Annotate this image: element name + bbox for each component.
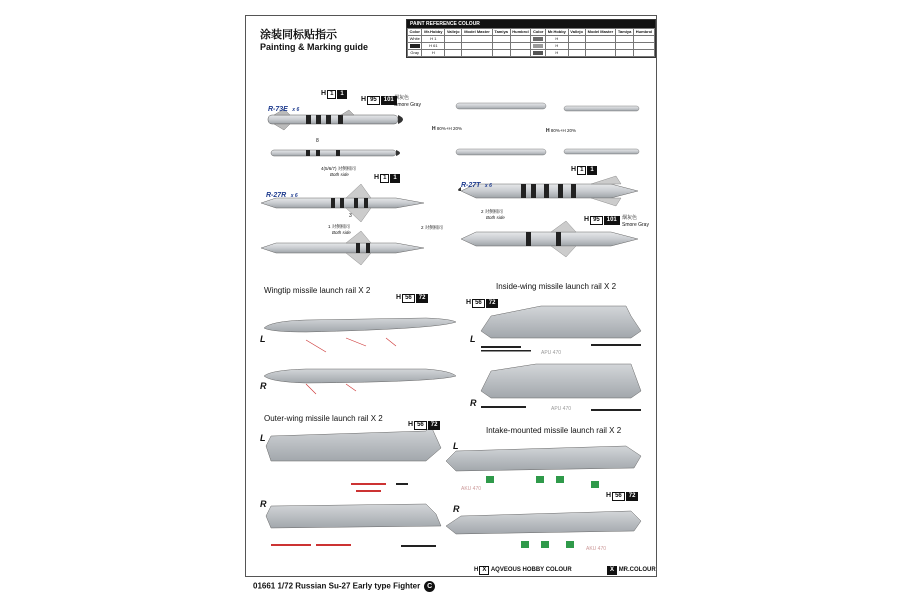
inside-wing-rail-right [481, 364, 641, 411]
aqueous-box: X [479, 566, 489, 575]
header-cell: Vallejo [445, 29, 462, 36]
r27r-number-3: 3 [349, 213, 352, 219]
r27r-name: R-27R [266, 192, 287, 199]
smoke-gray-en-2: Smore Gray [622, 222, 649, 228]
outer-left-label: L [260, 433, 266, 443]
missile-drawings [246, 16, 656, 576]
intake-rail-right [446, 511, 641, 548]
mr-label: MR.COLOUR [618, 567, 656, 573]
h-letter: H [432, 126, 436, 132]
r27r-missile-side [261, 231, 424, 265]
intake-h56-code [606, 492, 638, 501]
r27r-h1-code [374, 174, 400, 183]
r27t-label [461, 174, 492, 192]
r73-number-8: 8 [316, 138, 319, 144]
title-english: Painting & Marking guide [260, 42, 369, 52]
smoke-gray-en: Smore Gray [394, 102, 421, 108]
header-cell: Model Master [462, 29, 493, 36]
r73-h1-code [321, 90, 347, 99]
pct-20: 20% [453, 126, 463, 131]
smoke-gray-zh: 烟灰色 [394, 95, 410, 101]
h-letter: H [546, 128, 550, 134]
mr-box: X [607, 566, 617, 575]
inside-wing-rail-left [481, 306, 641, 352]
r27t-both-side: Both side [486, 215, 505, 220]
pct-20: 20% [567, 128, 577, 133]
inside-wing-rail-title: Inside-wing missile launch rail X 2 [496, 282, 617, 291]
inside-h56-code [466, 299, 498, 308]
h-letter: H [408, 421, 414, 428]
r27t-quantity: x 6 [484, 183, 492, 189]
header-cell: Model Master [585, 29, 616, 36]
header-cell: Color [532, 29, 544, 34]
outer-wing-rail-left [266, 426, 441, 492]
header-cell: Color [409, 29, 420, 34]
outer-h56-code [408, 421, 440, 430]
h72-box: 72 [626, 492, 639, 501]
table-cell: H [545, 36, 568, 43]
header-cell: Tamiya [616, 29, 634, 36]
h56-box: 56 [402, 294, 415, 303]
table-cell: H 1 [422, 36, 445, 43]
outer-right-label: R [260, 499, 267, 509]
wingtip-h56-code [396, 294, 428, 303]
wingtip-rail-left [264, 318, 456, 352]
aku-marking-2: AKU 470 [586, 546, 607, 552]
note-4567: 4(5/6/7) 対侧相同 [321, 166, 356, 171]
r27t-h95-code [584, 216, 620, 225]
header-cell: Vallejo [568, 29, 585, 36]
aku-marking-1: AKU 470 [461, 486, 482, 492]
table-cell: H 61 [422, 43, 445, 50]
mr-colour-legend [606, 566, 656, 575]
intake-left-label: L [453, 441, 459, 451]
header-cell: Humbrol [510, 29, 531, 36]
h-letter: H [374, 174, 380, 181]
page-letter-badge: C [424, 581, 435, 592]
h72-box: 72 [486, 299, 499, 308]
table-cell: White [408, 36, 422, 43]
r73-label [268, 98, 299, 116]
r27t-name: R-27T [461, 182, 481, 189]
both-side-note: Both side [330, 172, 349, 177]
h1-box: 1 [577, 166, 586, 175]
header-cell: Humbrol [634, 29, 655, 36]
h1-box: 1 [380, 174, 389, 183]
inside-right-label: R [470, 398, 477, 408]
h56-box: 56 [612, 492, 625, 501]
h1-box-dark: 1 [587, 166, 596, 175]
h1-box-dark: 1 [337, 90, 346, 99]
r73-missile-side [271, 150, 400, 156]
r27r-quantity: x 6 [290, 193, 298, 199]
outer-wing-rail-right [266, 504, 441, 547]
title-chinese: 涂装同标贴指示 [260, 28, 337, 41]
h72-box: 72 [428, 421, 441, 430]
note-2: 2 对侧相同 [421, 225, 443, 230]
outer-wing-rail-title: Outer-wing missile launch rail X 2 [264, 414, 383, 423]
table-cell: H [545, 43, 568, 50]
h-letter: H [361, 96, 367, 103]
h72-box: 72 [416, 294, 429, 303]
aqueous-legend [474, 566, 572, 575]
intake-right-label: R [453, 504, 460, 514]
h1-box-dark: 1 [390, 174, 399, 183]
smoke-gray-zh-2: 烟灰色 [622, 215, 638, 221]
table-cell: H [422, 50, 445, 57]
h-letter: H [321, 90, 327, 97]
pct-left [432, 126, 462, 132]
r27t-missile-side [461, 221, 638, 257]
h95-box: 95 [590, 216, 603, 225]
pct-right [546, 128, 576, 134]
r27t-note-2: 2 对侧相同 [481, 209, 503, 214]
h95-box: 95 [367, 96, 380, 105]
r73-name: R-73E [268, 106, 288, 113]
r27r-label [266, 184, 298, 202]
table-cell: Gray [408, 50, 422, 57]
footer-text: 01661 1/72 Russian Su-27 Early type Fighter [253, 581, 421, 591]
both-side-note-2: Both side [332, 230, 351, 235]
h-letter: H [571, 166, 577, 173]
wingtip-right-label: R [260, 381, 267, 391]
footer-caption [253, 581, 435, 592]
pct-80: 80%+H [550, 128, 566, 133]
instruction-sheet [245, 15, 657, 577]
h-letter: H [466, 299, 472, 306]
header-cell: Tamiya [492, 29, 510, 36]
h1-box: 1 [327, 90, 336, 99]
apu-marking-2: APU 470 [551, 406, 572, 412]
intake-rail-title: Intake-mounted missile launch rail X 2 [486, 426, 622, 435]
h101-box: 101 [604, 216, 620, 225]
intake-rail-left [446, 446, 641, 488]
r27t-h1-code [571, 166, 597, 175]
note-1: 1 对侧相同 [328, 224, 350, 229]
h101-box: 101 [381, 96, 397, 105]
h56-box: 56 [414, 421, 427, 430]
aqueous-label: AQVEOUS HOBBY COLOUR [490, 567, 572, 573]
h-letter: H [396, 294, 402, 301]
paint-table-title: PAINT REFERENCE COLOUR [407, 20, 655, 28]
wingtip-left-label: L [260, 334, 266, 344]
h-letter: H [606, 492, 612, 499]
wingtip-rail-right [264, 369, 456, 394]
header-cell: Mr.Hobby [422, 29, 445, 36]
header-cell: Mr.Hobby [545, 29, 568, 36]
r73-h95-code [361, 96, 397, 105]
apu-marking-1: APU 470 [541, 350, 562, 356]
wingtip-rail-title: Wingtip missile launch rail X 2 [264, 286, 371, 295]
h-letter: H [474, 567, 479, 573]
inside-left-label: L [470, 334, 476, 344]
pct-80: 80%+H [436, 126, 452, 131]
table-cell: H [545, 50, 568, 57]
h-letter: H [584, 216, 590, 223]
h56-box: 56 [472, 299, 485, 308]
r73-quantity: x 6 [292, 107, 300, 113]
